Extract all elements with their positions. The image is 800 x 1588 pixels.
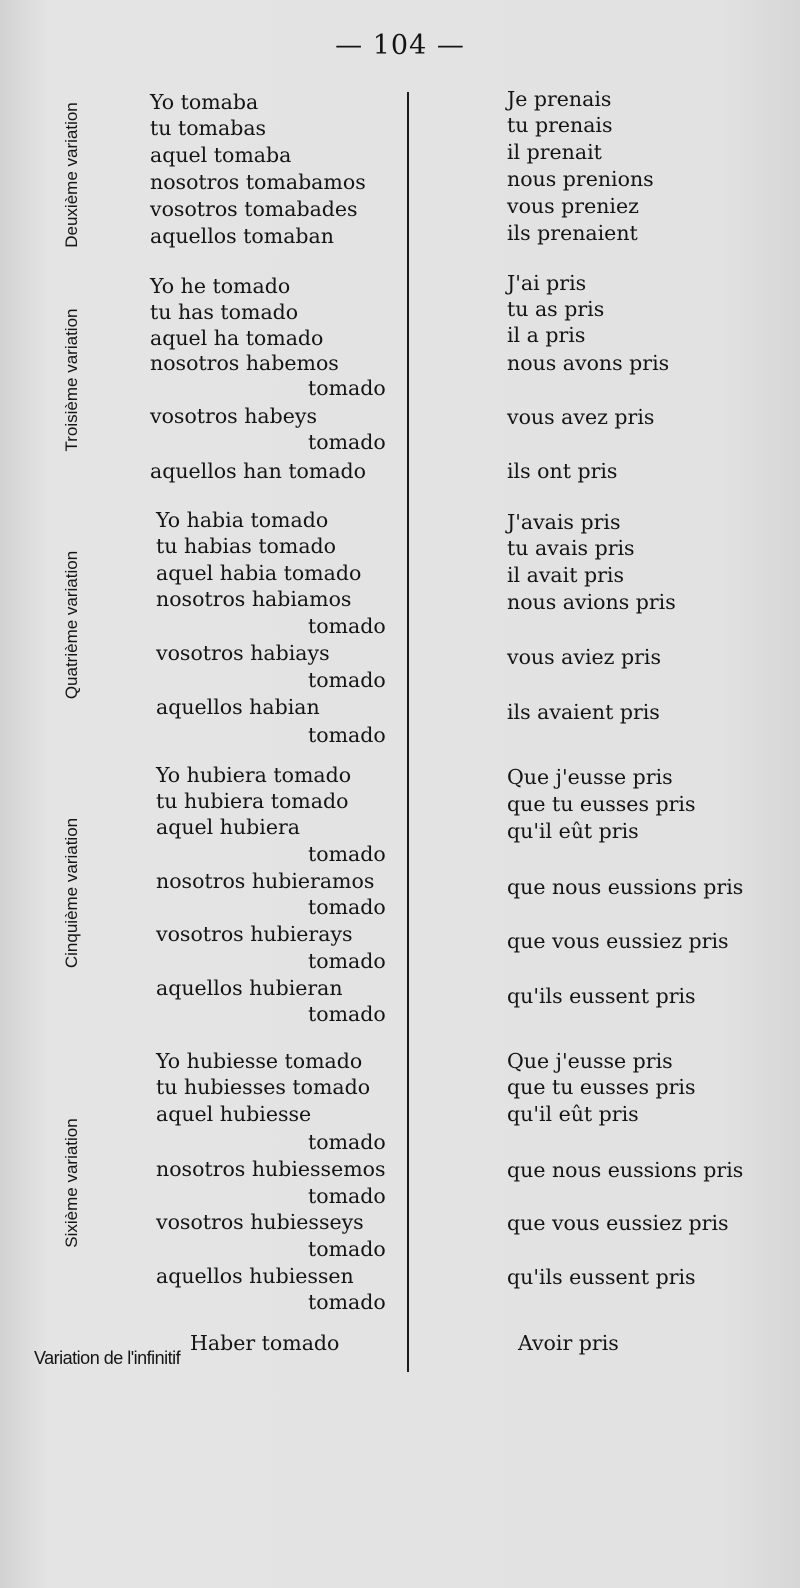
- spanish-line: tomado: [308, 430, 386, 454]
- french-line: nous prenions: [507, 167, 654, 191]
- spanish-line: Yo habia tomado: [156, 508, 329, 532]
- spanish-line: Yo hubiesse tomado: [156, 1049, 363, 1073]
- spanish-line: aquellos tomaban: [150, 224, 334, 248]
- french-line: tu as pris: [507, 297, 605, 321]
- page-number: — 104 —: [335, 30, 465, 61]
- spanish-line: nosotros hubieramos: [156, 869, 375, 893]
- french-line: nous avons pris: [507, 351, 670, 375]
- french-line: Que j'eusse pris: [507, 1049, 673, 1073]
- spanish-line: aquel ha tomado: [150, 326, 324, 350]
- french-line: qu'il eût pris: [507, 819, 639, 843]
- french-line: que vous eussiez pris: [507, 929, 729, 953]
- section-label: Deuxième variation: [62, 102, 81, 248]
- spanish-line: aquel hubiera: [156, 815, 300, 839]
- spanish-line: vosotros tomabades: [150, 197, 358, 221]
- spanish-line: tomado: [308, 1184, 386, 1208]
- french-line: qu'il eût pris: [507, 1102, 639, 1126]
- spanish-line: nosotros habiamos: [156, 587, 352, 611]
- spanish-line: aquellos hubieran: [156, 976, 343, 1000]
- spanish-line: tu hubiera tomado: [156, 789, 349, 813]
- spanish-line: tu hubiesses tomado: [156, 1075, 371, 1099]
- spanish-line: Yo tomaba: [150, 90, 259, 114]
- spanish-line: tomado: [308, 614, 386, 638]
- spanish-line: tomado: [308, 949, 386, 973]
- spanish-line: aquel hubiesse: [156, 1102, 312, 1126]
- french-line: Je prenais: [507, 87, 612, 111]
- french-line: que vous eussiez pris: [507, 1211, 729, 1235]
- french-line: vous avez pris: [507, 405, 655, 429]
- spanish-line: tu tomabas: [150, 116, 267, 140]
- french-line: ils avaient pris: [507, 700, 660, 724]
- french-line: il avait pris: [507, 563, 624, 587]
- french-line: il a pris: [507, 323, 586, 347]
- french-line: que nous eussions pris: [507, 875, 744, 899]
- french-line: qu'ils eussent pris: [507, 984, 696, 1008]
- spanish-line: vosotros habeys: [150, 404, 317, 428]
- spanish-line: Yo hubiera tomado: [156, 763, 352, 787]
- spanish-line: tomado: [308, 1290, 386, 1314]
- french-line: que tu eusses pris: [507, 1075, 696, 1099]
- spanish-line: tomado: [308, 668, 386, 692]
- spanish-line: aquellos hubiessen: [156, 1264, 354, 1288]
- french-line: qu'ils eussent pris: [507, 1265, 696, 1289]
- french-line: J'ai pris: [507, 271, 587, 295]
- spanish-line: aquel tomaba: [150, 143, 292, 167]
- section-label: Cinquième variation: [62, 817, 81, 969]
- spanish-line: vosotros hubiesseys: [156, 1210, 364, 1234]
- spanish-line: tu habias tomado: [156, 534, 337, 558]
- infinitive-label: Variation de l'infinitif: [34, 1348, 181, 1368]
- section-label: Quatrième variation: [62, 550, 81, 700]
- spanish-line: tomado: [308, 376, 386, 400]
- french-line: J'avais pris: [507, 510, 621, 534]
- spanish-line: tomado: [308, 842, 386, 866]
- french-line: ils prenaient: [507, 221, 638, 245]
- spanish-line: aquellos han tomado: [150, 459, 367, 483]
- spanish-line: tomado: [308, 1237, 386, 1261]
- french-line: il prenait: [507, 140, 602, 164]
- french-line: vous aviez pris: [507, 645, 661, 669]
- french-line: tu prenais: [507, 113, 613, 137]
- spanish-line: aquellos habian: [156, 695, 320, 719]
- spanish-line: nosotros habemos: [150, 351, 339, 375]
- french-line: nous avions pris: [507, 590, 676, 614]
- spanish-line: vosotros hubierays: [156, 922, 353, 946]
- french-line: que nous eussions pris: [507, 1158, 744, 1182]
- french-line: que tu eusses pris: [507, 792, 696, 816]
- spanish-line: vosotros habiays: [156, 641, 330, 665]
- french-line: vous preniez: [507, 194, 639, 218]
- french-line: tu avais pris: [507, 536, 635, 560]
- spanish-line: Yo he tomado: [150, 274, 291, 298]
- french-infinitive: Avoir pris: [518, 1331, 619, 1355]
- spanish-line: aquel habia tomado: [156, 561, 362, 585]
- column-divider: [407, 92, 409, 1372]
- french-line: Que j'eusse pris: [507, 765, 673, 789]
- spanish-line: tu has tomado: [150, 300, 299, 324]
- french-line: ils ont pris: [507, 459, 618, 483]
- spanish-line: tomado: [308, 895, 386, 919]
- spanish-infinitive: Haber tomado: [190, 1331, 340, 1355]
- section-label: Sixième variation: [62, 1118, 81, 1248]
- spanish-line: tomado: [308, 1130, 386, 1154]
- spanish-line: tomado: [308, 723, 386, 747]
- spanish-line: nosotros tomabamos: [150, 170, 366, 194]
- spanish-line: tomado: [308, 1002, 386, 1026]
- section-label: Troisième variation: [62, 308, 81, 452]
- spanish-line: nosotros hubiessemos: [156, 1157, 386, 1181]
